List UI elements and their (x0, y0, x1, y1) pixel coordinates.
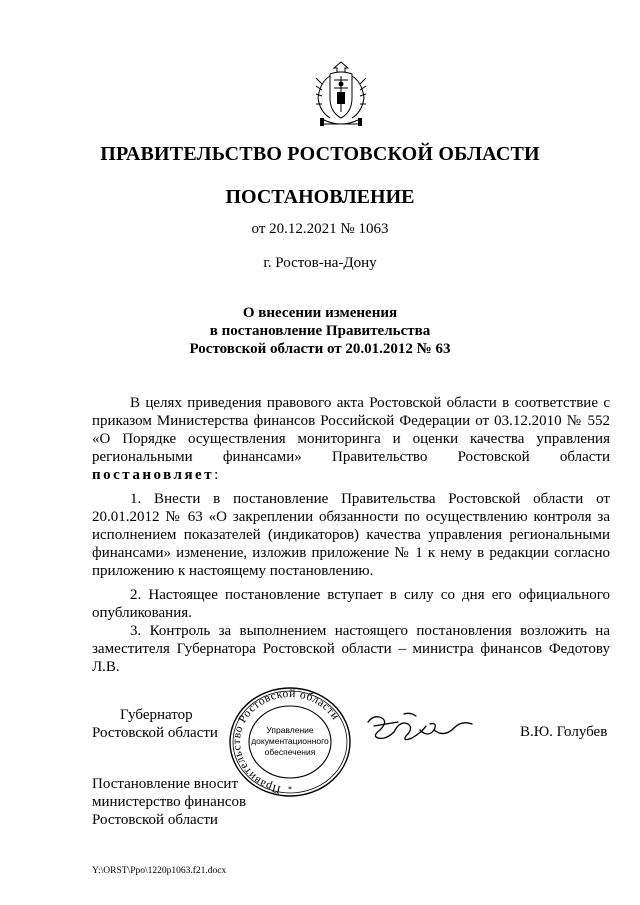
coat-of-arms-icon (310, 58, 372, 130)
stamp-ring-text: Правительство Ростовской области (230, 687, 342, 796)
introducer-line: Ростовской области (92, 812, 218, 828)
decree-colon: : (214, 467, 219, 483)
document-type: ПОСТАНОВЛЕНИЕ (225, 186, 415, 208)
subject-line: О внесении изменения (242, 305, 398, 321)
stamp-center-line: Управление (266, 725, 314, 735)
handwritten-signature (364, 708, 476, 752)
file-path: Y:\ORST\Ppo\1220p1063.f21.docx (92, 866, 227, 876)
subject-line: в постановление Правительства (209, 323, 431, 339)
item-3-paragraph: 3. Контроль за выполнением настоящего постановления возложить на заместителя Губернатора Ростовской области – министра финансов Федотову Л.В. (92, 623, 610, 675)
document-date-number: от 20.12.2021 № 1063 (251, 221, 389, 237)
document-subject (0, 304, 640, 358)
stamp-center-line: обеспечения (264, 747, 316, 757)
item-2-paragraph: 2. Настоящее постановление вступает в силу со дня его официального опубликования. (92, 587, 610, 621)
signer-position-line: Ростовской области (92, 725, 218, 741)
stamp-center-line: документационного (251, 736, 329, 746)
introducer-block (92, 775, 246, 829)
item-1-paragraph: 1. Внести в постановление Правительства Ростовской области от 20.01.2012 № 63 «О закреплении обязанности по осуществлению контроля за исполнением показателей (индикаторов) качества управления региональными финансами» изменение, изложив приложение № 1 к нему в редакции согласно приложению к настоящему постановлению. (92, 491, 610, 579)
official-stamp (228, 686, 352, 798)
signer-position (92, 706, 218, 742)
signer-name: В.Ю. Голубев (520, 724, 608, 740)
introducer-line: Постановление вносит (92, 776, 239, 792)
svg-text:*: * (288, 785, 292, 794)
introducer-line: министерство финансов (92, 794, 247, 810)
subject-line: Ростовской области от 20.01.2012 № 63 (189, 341, 451, 357)
preamble-text: В целях приведения правового акта Ростовской области в соответствие с приказом Министерства финансов Российской Федерации от 03.12.2010 № 552 «О Порядке осуществления мониторинга и оценки качества управления региональными финансами» Правительство Ростовской области (92, 395, 610, 465)
document-city: г. Ростов-на-Дону (263, 255, 377, 271)
decree-word: постановляет (92, 467, 215, 483)
preamble-paragraph (92, 394, 610, 484)
government-name: ПРАВИТЕЛЬСТВО РОСТОВСКОЙ ОБЛАСТИ (100, 143, 540, 165)
signer-position-line: Губернатор (120, 707, 193, 723)
